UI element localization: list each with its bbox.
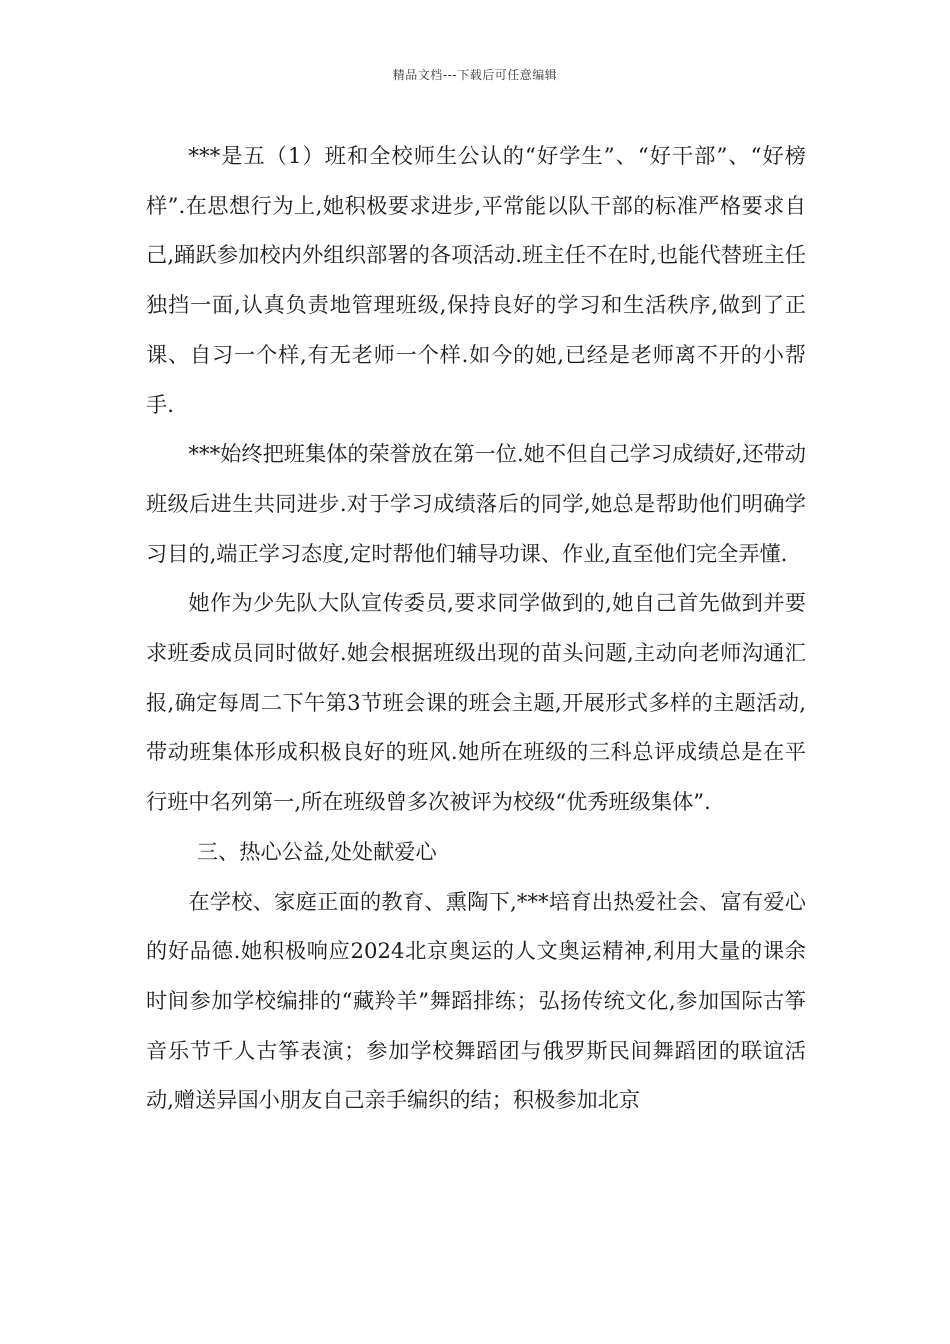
page-header: 精品文档---下载后可任意编辑 (392, 68, 558, 82)
paragraph-public-welfare: 在学校、家庭正面的教育、熏陶下,***培育出热爱社会、富有爱心的好品德.她积极响应2024北京奥运的人文奥运精神,利用大量的课余时间参加学校编排的“藏羚羊”舞蹈排练；弘扬传统文化,参加国际古筝音乐节千人古筝表演；参加学校舞蹈团与俄罗斯民间舞蹈团的联谊活动,赠送异国小朋友自己亲手编织的结；积极参加北京 (146, 888, 806, 1113)
section-heading-public-welfare: 三、热心公益,处处献爱心 (196, 838, 437, 864)
paragraph-class-role-model: ***是五（1）班和全校师生公认的“好学生”、“好干部”、“好榜样”.在思想行为上,她积极要求进步,平常能以队干部的标准严格要求自己,踊跃参加校内外组织部署的各项活动.班主任不在时,也能代替班主任独挡一面,认真负责地管理班级,保持良好的学习和生活秩序,做到了正课、自习一个样,有无老师一个样.如今的她,已经是老师离不开的小帮手. (146, 143, 806, 417)
document-body (146, 131, 806, 1125)
paragraph-class-honor: ***始终把班集体的荣誉放在第一位.她不但自己学习成绩好,还带动班级后进生共同进步.对于学习成绩落后的同学,她总是帮助他们明确学习目的,端正学习态度,定时帮他们辅导功课、作业,直至他们完全弄懂. (146, 441, 806, 566)
paragraph-publicity-committee: 她作为少先队大队宣传委员,要求同学做到的,她自己首先做到并要求班委成员同时做好.她会根据班级出现的苗头问题,主动向老师沟通汇报,确定每周二下午第3节班会课的班会主题,开展形式多样的主题活动,带动班集体形成积极良好的班风.她所在班级的三科总评成绩总是在平行班中名列第一,所在班级曾多次被评为校级“优秀班级集体”. (146, 590, 806, 815)
